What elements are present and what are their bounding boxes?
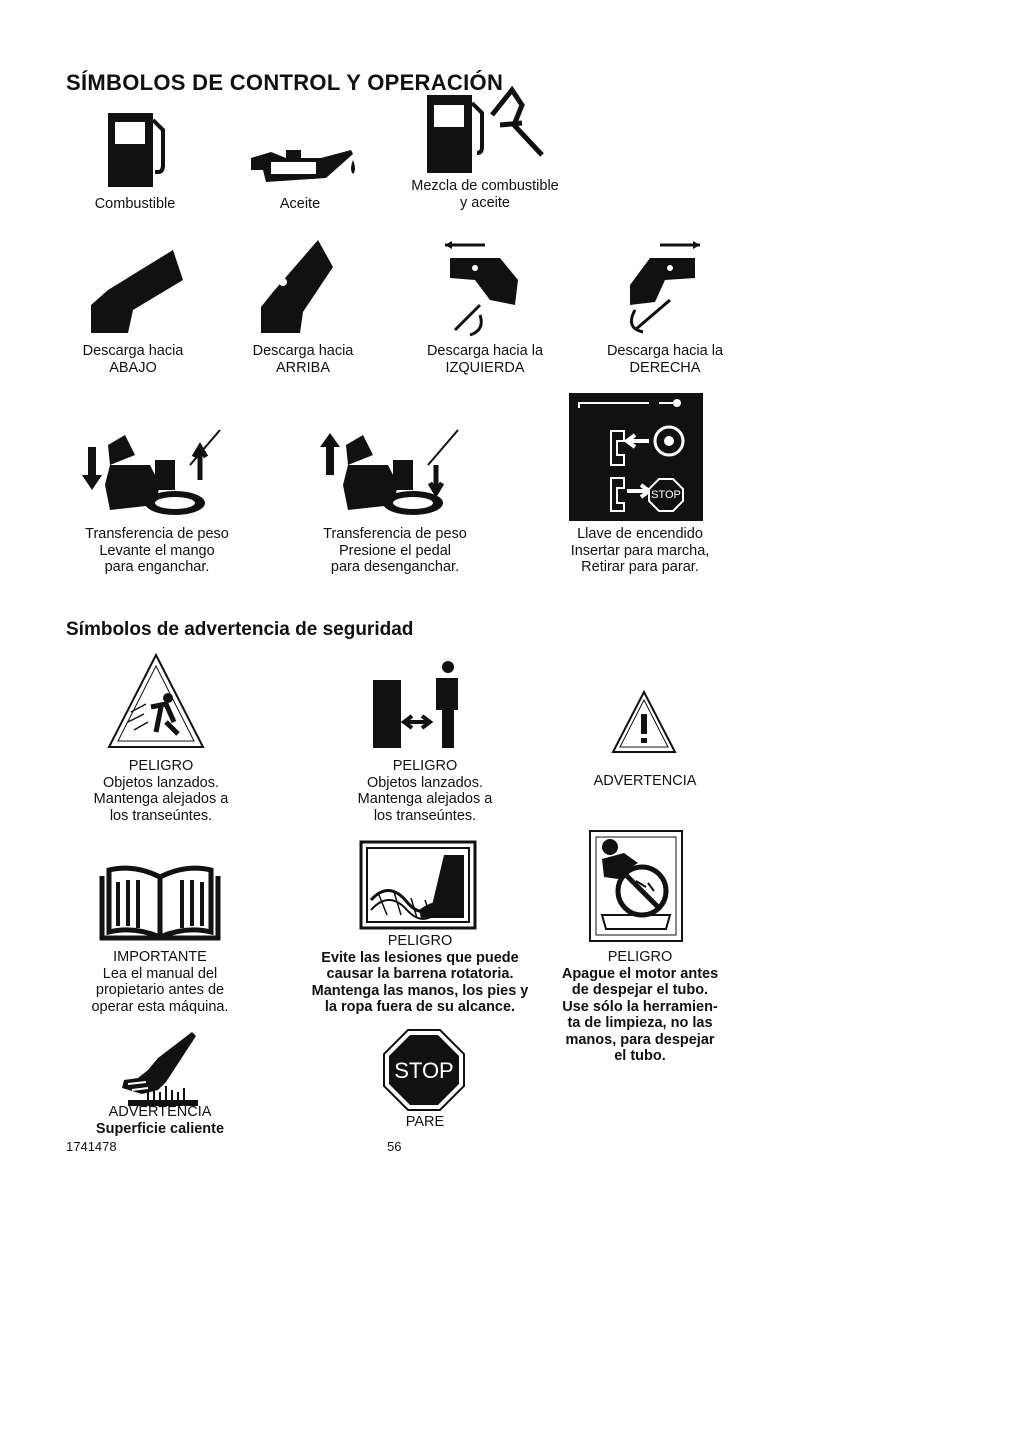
ignition-caption: Llave de encendido Insertar para marcha, Retirar para parar.: [570, 526, 710, 575]
weight-lift-caption: Transferencia de peso Levante el mango para enganchar.: [85, 526, 229, 575]
chute-down-icon: [88, 245, 188, 335]
page-number: 56: [387, 1139, 402, 1154]
manual-caption: IMPORTANTE Lea el manual del propietario antes de operar esta máquina.: [91, 949, 229, 1015]
fuel-oil-mix-icon: [422, 85, 552, 175]
safety-section-title: Símbolos de advertencia de seguridad: [66, 619, 414, 640]
hot-surface-caption: ADVERTENCIA Superficie caliente: [95, 1104, 225, 1137]
stop-sign-icon: [382, 1028, 466, 1112]
bystander-distance-icon: [370, 660, 460, 750]
thrown-objects-caption-1: PELIGRO Objetos lanzados. Mantenga alejados a los transeúntes.: [93, 758, 229, 824]
down-caption: Descarga hacia ABAJO: [82, 343, 184, 376]
weight-transfer-lift-icon: [80, 425, 230, 520]
control-section-title: SÍMBOLOS DE CONTROL Y OPERACIÓN: [66, 70, 504, 95]
mix-caption: Mezcla de combustible y aceite: [411, 178, 559, 211]
stop-sign-label: STOP: [394, 1058, 454, 1083]
left-caption: Descarga hacia la IZQUIERDA: [426, 343, 544, 376]
ignition-stop-label: STOP: [651, 489, 681, 501]
warning-triangle-icon: [611, 690, 677, 754]
fuel-pump-icon: [103, 110, 173, 190]
up-caption: Descarga hacia ARRIBA: [252, 343, 354, 376]
owners-manual-book-icon: [94, 862, 226, 942]
stop-caption: PARE: [405, 1114, 445, 1130]
chute-up-icon: [258, 237, 338, 335]
part-number: 1741478: [66, 1139, 117, 1154]
rotating-auger-icon: [359, 840, 477, 930]
chute-clearing-hands-icon: [588, 829, 684, 943]
thrown-objects-warning-icon: [106, 652, 206, 750]
chute-caption: PELIGRO Apague el motor antes de despejar el tubo. Use sólo la herramien- ta de limpieza, no las manos, para despejar el tubo.: [561, 949, 719, 1064]
chute-right-icon: [615, 240, 705, 340]
thrown-objects-caption-2: PELIGRO Objetos lanzados. Mantenga alejados a los transeúntes.: [357, 758, 493, 824]
weight-transfer-press-icon: [318, 425, 468, 520]
chute-left-icon: [440, 240, 530, 340]
hot-surface-icon: [118, 1030, 200, 1108]
right-caption: Descarga hacia la DERECHA: [606, 343, 724, 376]
oil-can-icon: [241, 140, 361, 190]
warning-caption: ADVERTENCIA: [593, 773, 697, 789]
ignition-key-icon: [569, 393, 703, 521]
weight-press-caption: Transferencia de peso Presione el pedal para desenganchar.: [323, 526, 467, 575]
auger-caption: PELIGRO Evite las lesiones que puede causar la barrena rotatoria. Mantenga las manos, los pies y la ropa fuera de su alcance.: [311, 933, 529, 1015]
fuel-caption: Combustible: [94, 196, 176, 212]
oil-caption: Aceite: [279, 196, 321, 212]
